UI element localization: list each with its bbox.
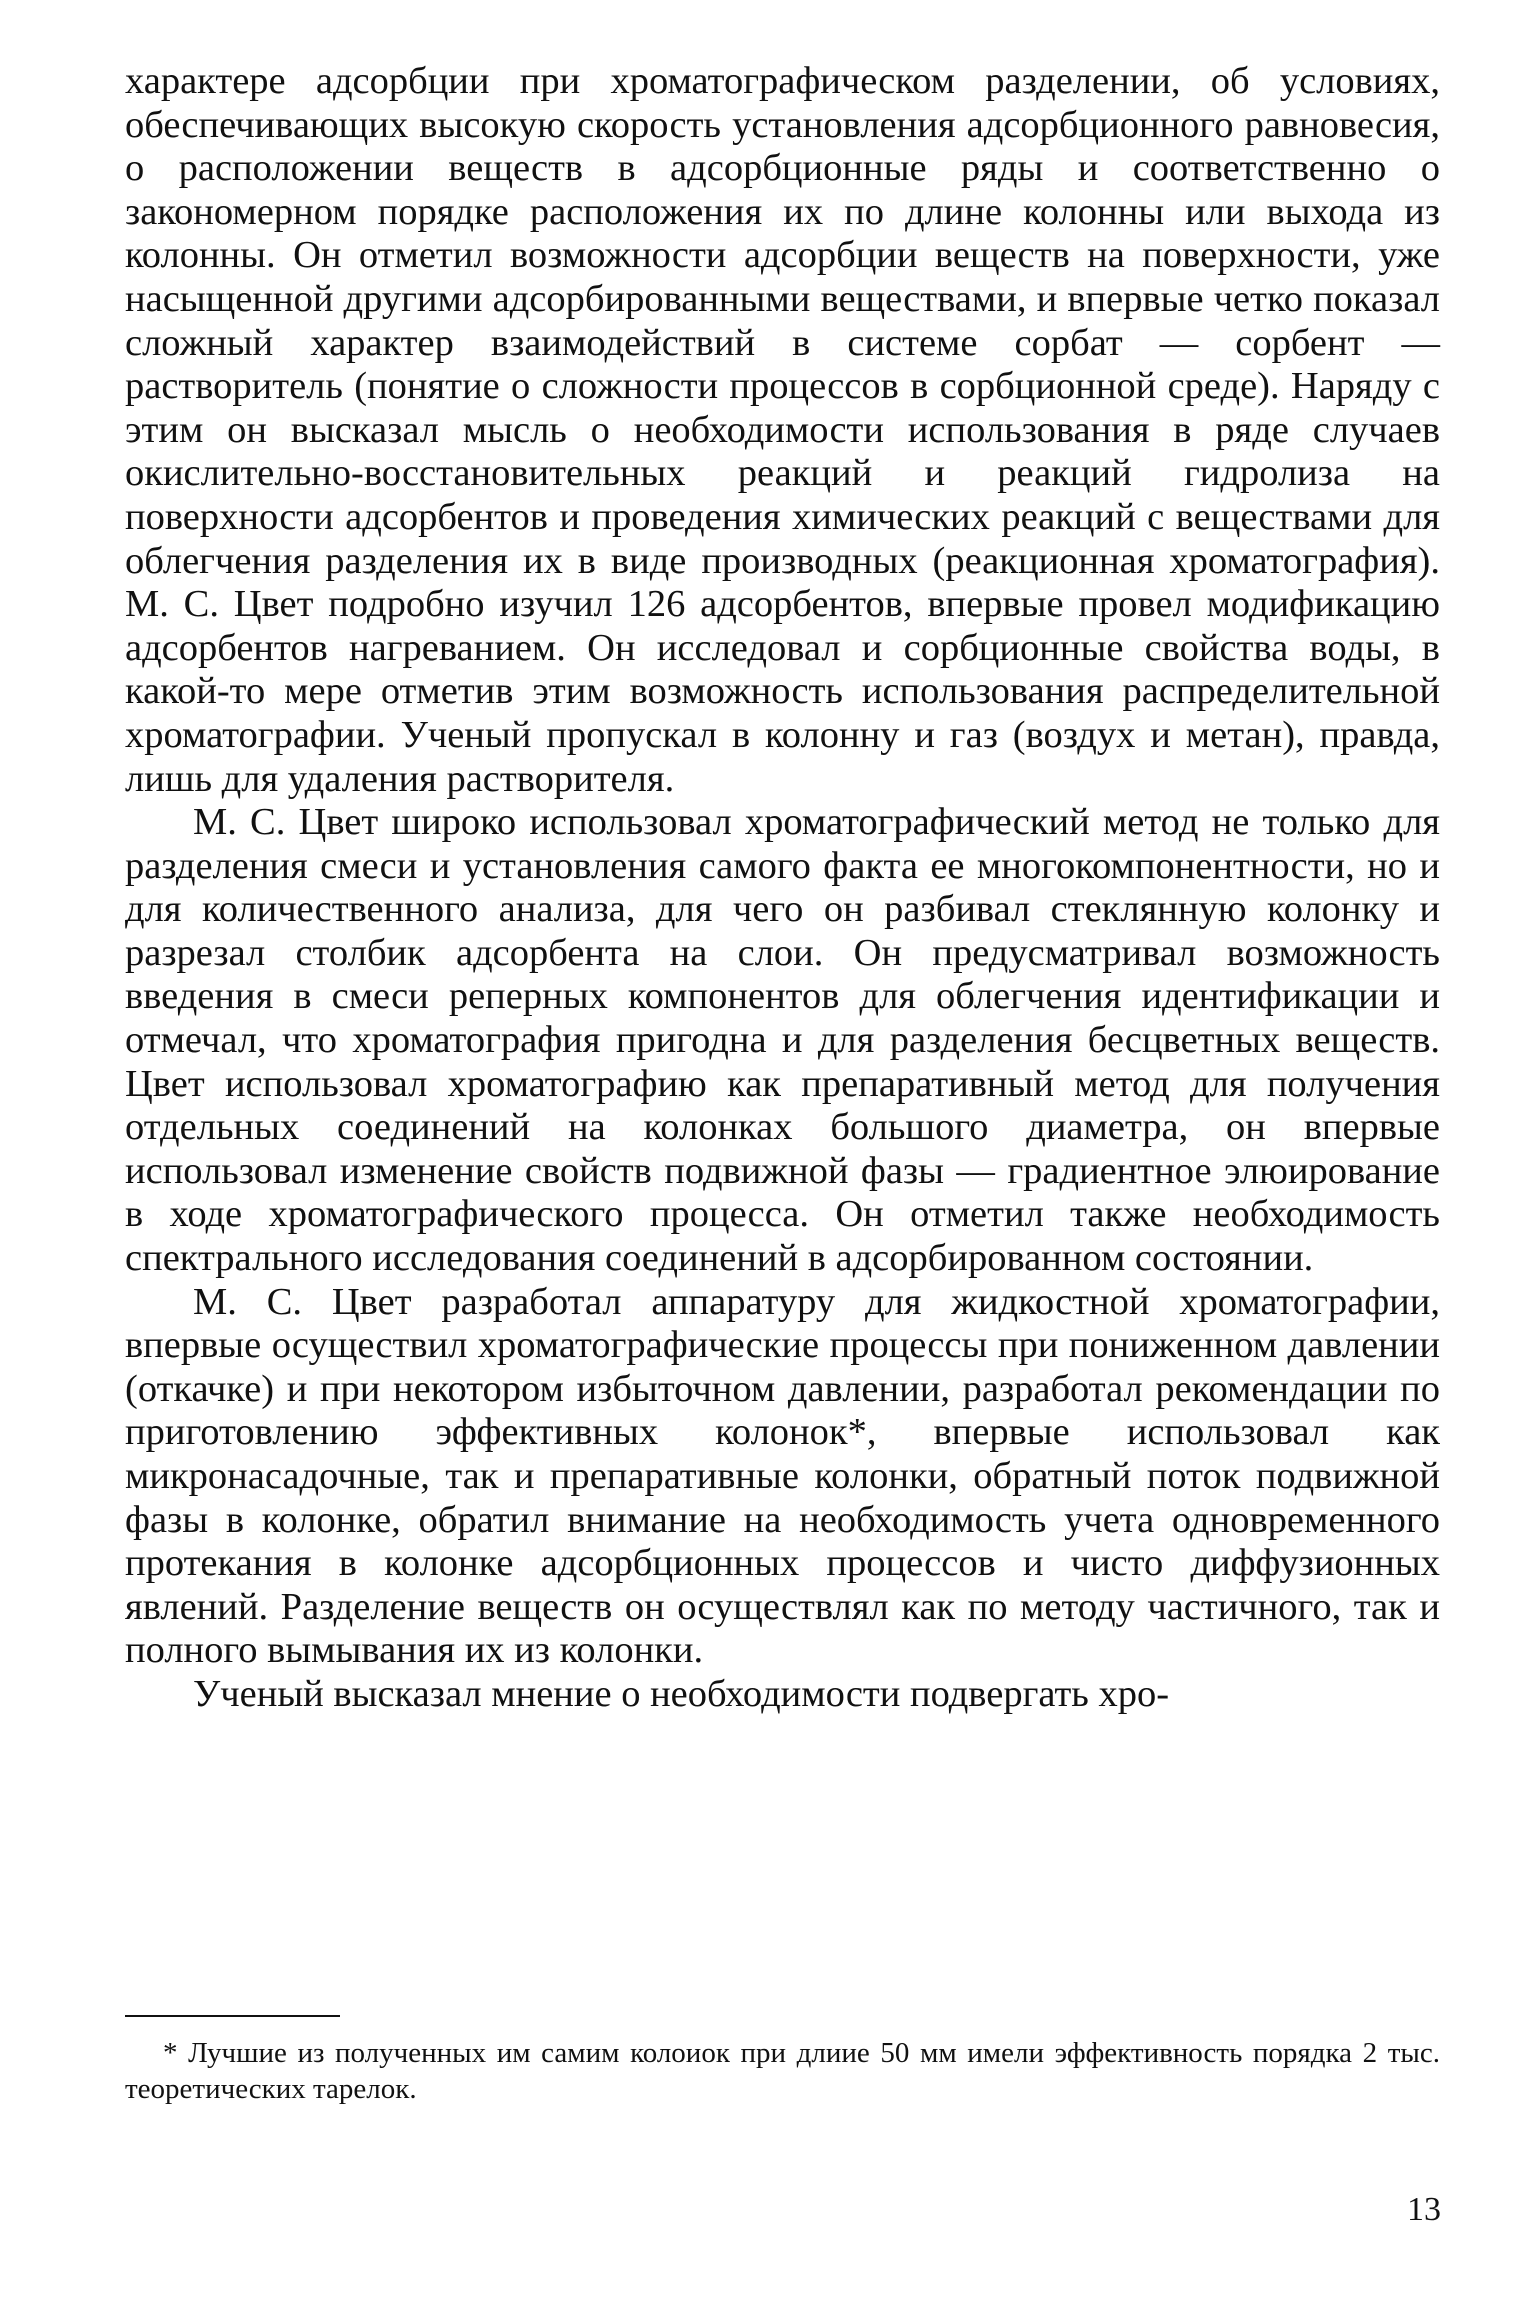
- paragraph-2: М. С. Цвет широко использовал хроматографический метод не только для разделения смеси и установления самого факта ее многокомпонентности, но и для количественного анализа, для чего он разбивал стеклянную колонку и разрезал столбик адсорбента на слои. Он предусматривал возможность введения в смеси реперных компонентов для облегчения идентификации и отмечал, что хроматография пригодна и для разделения бесцветных веществ. Цвет использовал хроматографию как препаративный метод для получения отдельных соединений на колонках большого диаметра, он впервые использовал изменение свойств подвижной фазы — градиентное элюирование в ходе хроматографического процесса. Он отметил также необходимость спектрального исследования соединений в адсорбированном состоянии.: [125, 801, 1440, 1280]
- main-text: [125, 60, 1440, 1717]
- footnote-divider: [125, 2015, 340, 2017]
- page-body: [125, 60, 1440, 1717]
- footnote: * Лучшие из полученных им самим колоиок при длиие 50 мм имели эффективность порядка 2 тыс. теоретических тарелок.: [125, 2037, 1440, 2105]
- paragraph-1: характере адсорбции при хроматографическом разделении, об условиях, обеспечивающих высокую скорость установления адсорбционного равновесия, о расположении веществ в адсорбционные ряды и соответственно о закономерном порядке расположения их по длине колонны или выхода из колонны. Он отметил возможности адсорбции веществ на поверхности, уже насыщенной другими адсорбированными веществами, и впервые четко показал сложный характер взаимодействий в системе сорбат — сорбент — растворитель (понятие о сложности процессов в сорбционной среде). Наряду с этим он высказал мысль о необходимости использования в ряде случаев окислительно-восстановительных реакций и реакций гидролиза на поверхности адсорбентов и проведения химических реакций с веществами для облегчения разделения их в виде производных (реакционная хроматография). М. С. Цвет подробно изучил 126 адсорбентов, впервые провел модификацию адсорбентов нагреванием. Он исследовал и сорбционные свойства воды, в какой-то мере отметив этим возможность использования распределительной хроматографии. Ученый пропускал в колонну и газ (воздух и метан), правда, лишь для удаления растворителя.: [125, 60, 1440, 800]
- paragraph-3: М. С. Цвет разработал аппаратуру для жидкостной хроматографии, впервые осуществил хроматографические процессы при пониженном давлении (откачке) и при некотором избыточном давлении, разработал рекомендации по приготовлению эффективных колонок*, впервые использовал как микронасадочные, так и препаративные колонки, обратный поток подвижной фазы в колонке, обратил внимание на необходимость учета одновременного протекания в колонке адсорбционных процессов и чисто диффузионных явлений. Разделение веществ он осуществлял как по методу частичного, так и полного вымывания их из колонки.: [125, 1280, 1440, 1672]
- page-number: 13: [1407, 2191, 1441, 2228]
- paragraph-4: Ученый высказал мнение о необходимости подвергать хро-: [193, 1672, 1170, 1715]
